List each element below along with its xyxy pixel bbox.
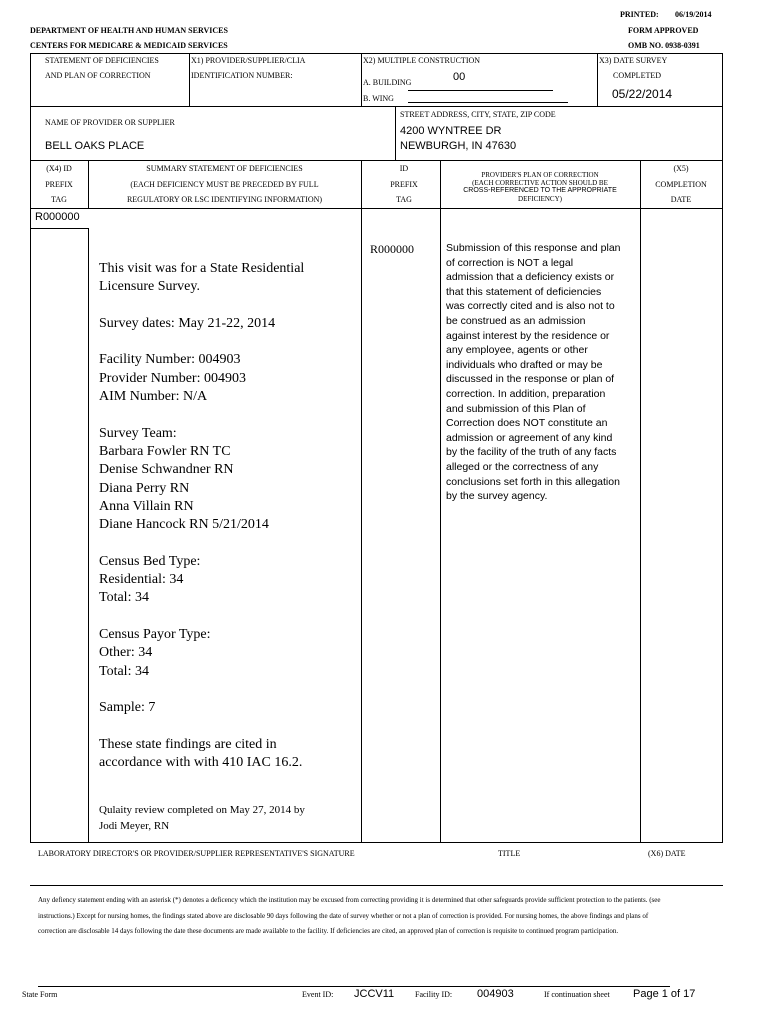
page-number: Page 1 of 17	[633, 988, 696, 1000]
summary-line: AIM Number: N/A	[99, 389, 208, 405]
summary-statement	[99, 260, 304, 772]
x5-header-2: COMPLETION	[655, 180, 707, 189]
summary-line	[99, 333, 304, 351]
x5-header-1: (X5)	[673, 164, 689, 173]
summary-line: Residential: 34	[99, 572, 184, 588]
date-label: (X6) DATE	[648, 849, 686, 858]
title-label: TITLE	[498, 849, 521, 858]
summary-line: Census Payor Type:	[99, 626, 211, 642]
x5-header-3: DATE	[670, 195, 692, 204]
address-line-1: 4200 WYNTREE DR	[400, 125, 502, 137]
provider-label: NAME OF PROVIDER OR SUPPLIER	[45, 118, 175, 127]
summary-line: Barbara Fowler RN TC	[99, 443, 231, 459]
left-tag: R000000	[35, 211, 80, 223]
x4-header-3: TAG	[51, 195, 67, 204]
summary-line	[99, 297, 304, 315]
x4-header-1: (X4) ID	[46, 164, 72, 173]
summary-header-3: REGULATORY OR LSC IDENTIFYING INFORMATION)	[126, 195, 323, 204]
plan-header-4: DEFICIENCY)	[518, 195, 562, 203]
signature-rule	[30, 885, 723, 886]
right-tag: R000000	[370, 242, 415, 256]
omb-number: OMB NO. 0938-0391	[628, 41, 700, 50]
summary-header-1: SUMMARY STATEMENT OF DEFICIENCIES	[146, 164, 303, 173]
wing-underline	[408, 102, 568, 103]
summary-line: Facility Number: 004903	[99, 352, 241, 368]
summary-line: Census Bed Type:	[99, 553, 201, 569]
summary-line: Other: 34	[99, 645, 153, 661]
agency-name: DEPARTMENT OF HEALTH AND HUMAN SERVICES	[30, 26, 228, 35]
summary-line	[99, 608, 304, 626]
summary-line: Total: 34	[99, 590, 149, 606]
summary-line	[99, 534, 304, 552]
summary-line: Licensure Survey.	[99, 279, 200, 295]
summary-line: Sample: 7	[99, 700, 156, 716]
statement-label-2: AND PLAN OF CORRECTION	[45, 71, 151, 80]
event-id-label: Event ID:	[302, 990, 334, 999]
summary-header-2: (EACH DEFICIENCY MUST BE PRECEDED BY FULL	[130, 180, 319, 189]
summary-line: Diana Perry RN	[99, 480, 190, 496]
plan-header-1: PROVIDER'S PLAN OF CORRECTION	[481, 171, 599, 179]
plan-of-correction-text: Submission of this response and plan of correction is NOT a legal admission that a deficiency exists or that this statement of deficiencies was correctly cited and is also not to be construed as an admission against interest by the residence or any employee, agents or other individuals who drafted or may be discussed in the response or plan of correction. In addition, preparation and submission of this Plan of Correction does NOT constitute an admission or agreement of any kind by the facility of the truth of any facts alleged or the correctness of any conclusions set forth in this allegation by the survey agency.	[446, 242, 621, 503]
address-label: STREET ADDRESS, CITY, STATE, ZIP CODE	[400, 110, 556, 119]
quality-review-line-1: Qulaity review completed on May 27, 2014 by	[99, 804, 305, 816]
id-header-1: ID	[399, 164, 409, 173]
provider-name: BELL OAKS PLACE	[45, 140, 145, 152]
summary-line: accordance with with 410 IAC 16.2.	[99, 755, 303, 771]
event-id-value: JCCV11	[354, 988, 395, 1000]
summary-line	[99, 406, 304, 424]
address-line-2: NEWBURGH, IN 47630	[400, 140, 517, 152]
survey-date-value: 05/22/2014	[612, 87, 673, 101]
summary-line: Provider Number: 004903	[99, 370, 246, 386]
x2-label: X2) MULTIPLE CONSTRUCTION	[363, 56, 481, 65]
quality-review-line-2: Jodi Meyer, RN	[99, 820, 170, 832]
x3-label-1: X3) DATE SURVEY	[599, 56, 668, 65]
signature-label: LABORATORY DIRECTOR'S OR PROVIDER/SUPPLIER REPRESENTATIVE'S SIGNATURE	[38, 849, 355, 858]
centers-name: CENTERS FOR MEDICARE & MEDICAID SERVICES	[30, 41, 228, 50]
id-header-2: PREFIX	[390, 180, 418, 189]
summary-line: Diane Hancock RN 5/21/2014	[99, 517, 269, 533]
state-form-label: State Form	[22, 990, 58, 999]
printed-label: PRINTED:	[620, 10, 659, 19]
facility-id-value: 004903	[477, 988, 514, 1000]
continuation-label: If continuation sheet	[544, 990, 610, 999]
building-value: 00	[453, 71, 466, 83]
summary-line: This visit was for a State Residential	[99, 261, 305, 276]
x4-header-2: PREFIX	[45, 180, 73, 189]
footnote: Any defiency statement ending with an asterisk (*) denotes a deficency which the institution may be excused from correcting providing it is determined that other safeguards provide sufficient protection to the patients. (see instructions.) Except for nursing homes, the findings stated above are disclosable 90 days following the date of survey whether or not a plan of correction is provided. For nursing homes, the above findings and plans of correction are disclosable 14 days following the date these documents are made available to the facility. If deficiencies are cited, an approved plan of correction is requisite to continued program participation.	[38, 896, 661, 935]
printed-date: 06/19/2014	[675, 10, 712, 19]
summary-line: Total: 34	[99, 663, 149, 679]
x1-label-1: X1) PROVIDER/SUPPLIER/CLIA	[191, 56, 306, 65]
facility-id-label: Facility ID:	[415, 990, 453, 999]
statement-label-1: STATEMENT OF DEFICIENCIES	[45, 56, 159, 65]
summary-line: Survey dates: May 21-22, 2014	[99, 315, 276, 331]
building-label: A. BUILDING	[363, 78, 412, 87]
plan-header-2: (EACH CORRECTIVE ACTION SHOULD BE	[472, 179, 608, 187]
x3-label-2: COMPLETED	[613, 71, 661, 80]
building-underline	[408, 90, 553, 91]
plan-header-3: CROSS-REFERENCED TO THE APPROPRIATE	[463, 187, 617, 194]
wing-label: B. WING	[363, 94, 394, 103]
id-header-3: TAG	[396, 195, 412, 204]
summary-line: Anna Villain RN	[99, 498, 194, 514]
x1-label-2: IDENTIFICATION NUMBER:	[191, 71, 293, 80]
summary-line: These state findings are cited in	[99, 736, 277, 752]
footnote-rule	[38, 986, 670, 987]
box-top-border	[30, 53, 723, 54]
form-approved: FORM APPROVED	[628, 26, 699, 35]
summary-line	[99, 717, 304, 735]
summary-line: Denise Schwandner RN	[99, 462, 234, 478]
summary-line	[99, 681, 304, 699]
summary-line: Survey Team:	[99, 425, 177, 441]
